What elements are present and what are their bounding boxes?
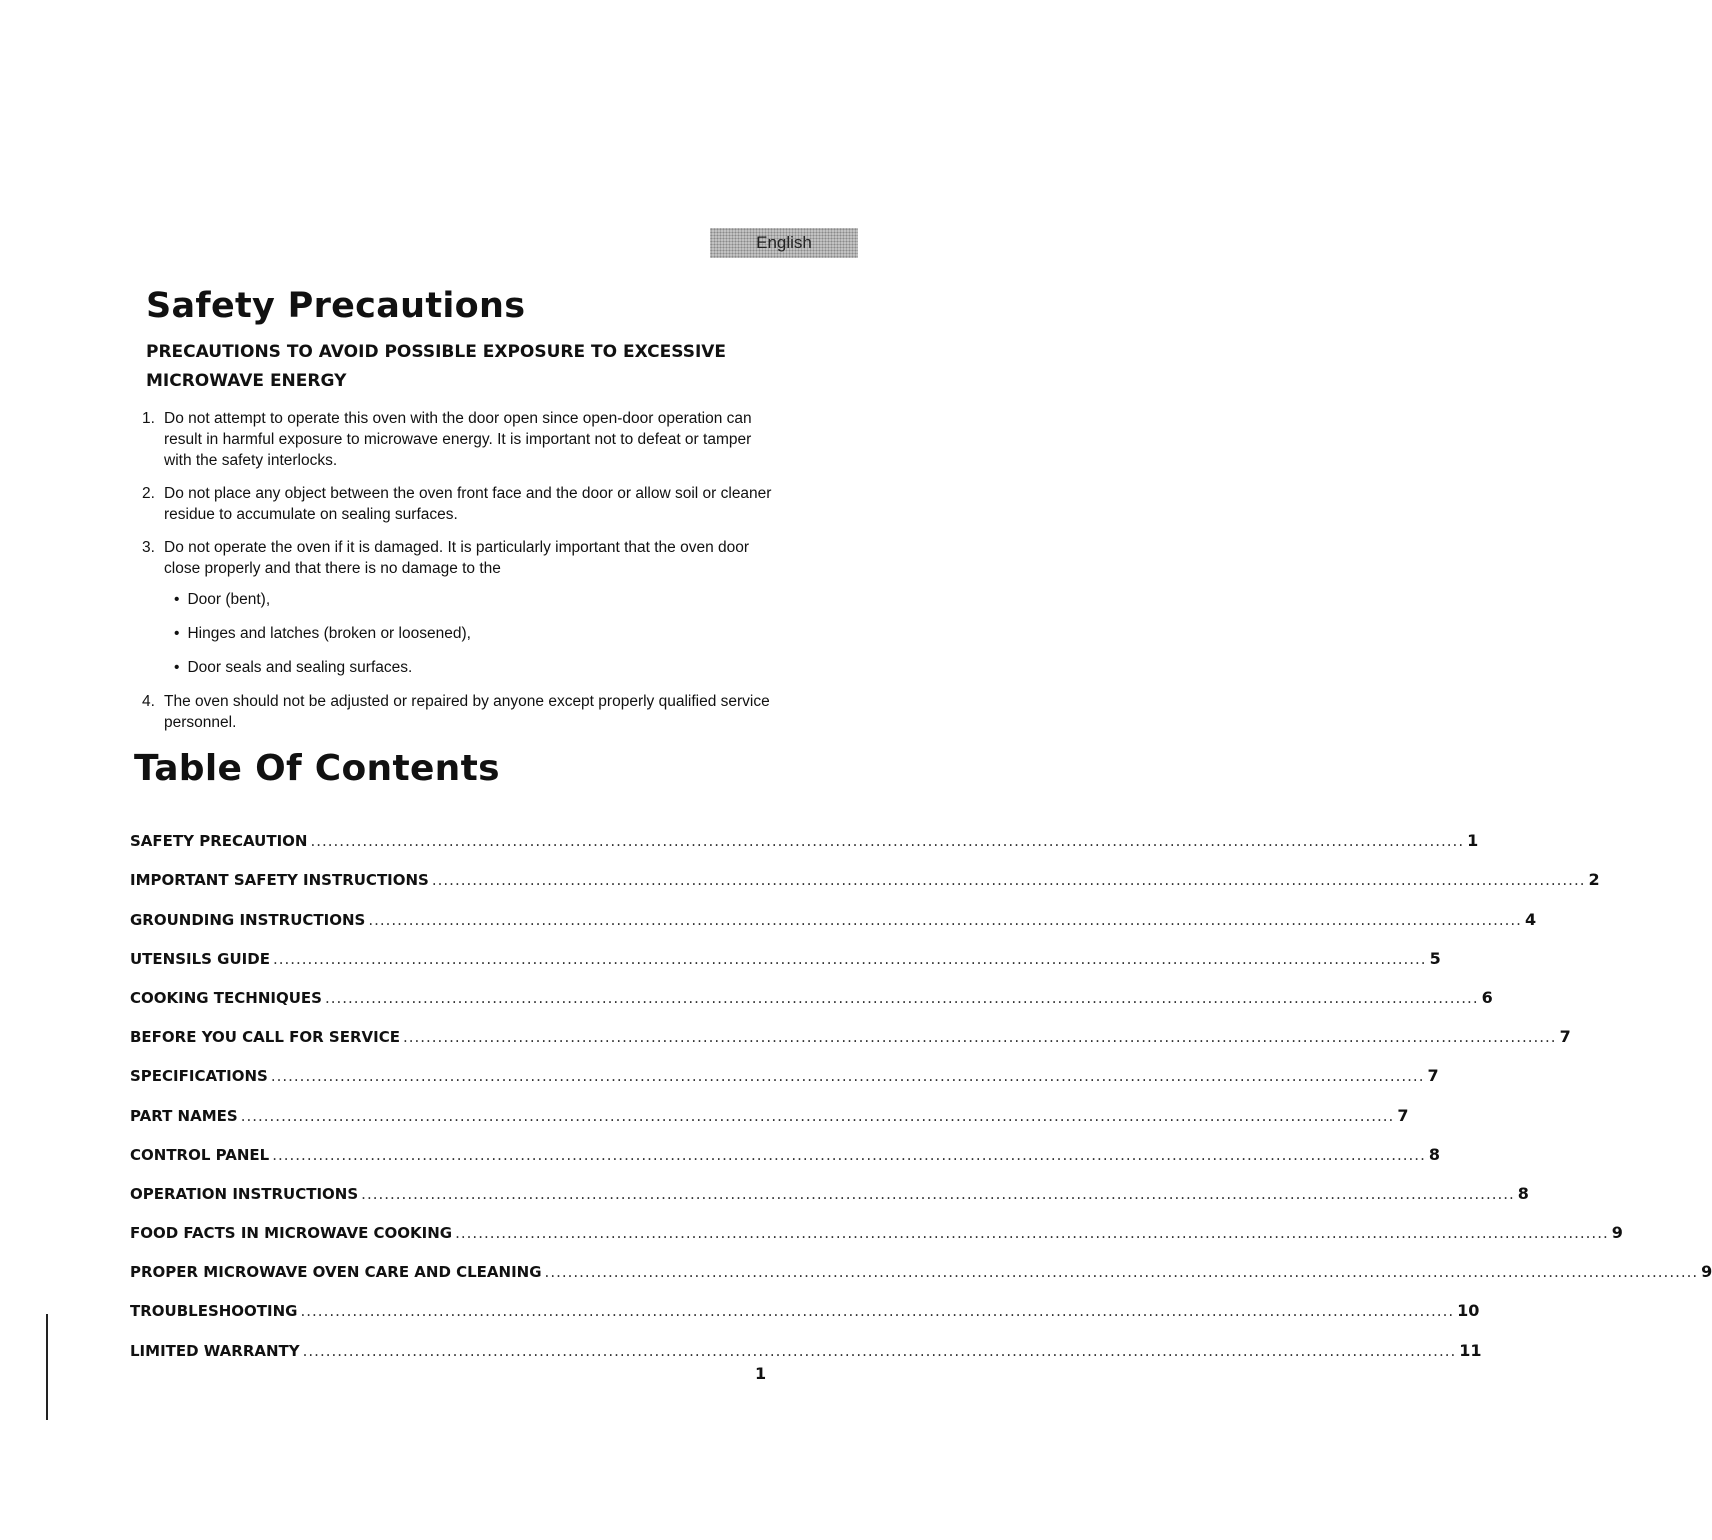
- toc-leader-dots: ........................................................................................................................................................................................................: [402, 1028, 1557, 1047]
- toc-entry-page: 7: [1559, 1027, 1571, 1047]
- toc-entry-label: CONTROL PANEL: [130, 1145, 270, 1164]
- safety-title: Safety Precautions: [146, 286, 526, 326]
- toc-entry: [130, 1320, 1482, 1360]
- item-number: 1.: [142, 410, 155, 427]
- list-item: [130, 691, 774, 733]
- toc-entry-label: BEFORE YOU CALL FOR SERVICE: [130, 1028, 400, 1047]
- toc-entry-page: 4: [1524, 909, 1537, 929]
- toc-entry-page: 10: [1457, 1301, 1480, 1321]
- toc-entry-label: SAFETY PRECAUTION: [130, 832, 308, 851]
- toc-leader-dots: ........................................................................................................................................................................................................: [361, 1184, 1515, 1203]
- toc-entry-label: SPECIFICATIONS: [130, 1067, 268, 1086]
- toc-entry-page: 1: [1467, 831, 1479, 851]
- binding-line: [46, 1314, 48, 1420]
- toc-entry: [130, 1007, 1571, 1047]
- toc-entry-page: 7: [1427, 1066, 1439, 1086]
- toc-entry-label: IMPORTANT SAFETY INSTRUCTIONS: [130, 871, 429, 890]
- toc-entry-page: 9: [1701, 1262, 1712, 1282]
- toc-entry-label: TROUBLESHOOTING: [130, 1302, 298, 1321]
- toc-leader-dots: ........................................................................................................................................................................................................: [431, 871, 1586, 890]
- language-tab: English: [710, 228, 858, 258]
- toc-entry: [130, 1046, 1439, 1086]
- toc-entry: [130, 1125, 1440, 1164]
- item-text: Do not attempt to operate this oven with the door open since open-door operation can result in harmful exposure to microwave energy. It is important not to defeat or tamper with the safety interlocks.: [164, 410, 752, 469]
- toc-leader-dots: ........................................................................................................................................................................................................: [270, 1067, 1425, 1086]
- toc-leader-dots: ........................................................................................................................................................................................................: [324, 988, 1479, 1007]
- bullet-item: • Hinges and latches (broken or loosened),: [174, 623, 774, 644]
- toc-entry: [130, 850, 1600, 890]
- list-item: [130, 537, 774, 678]
- precaution-list: [130, 408, 780, 733]
- toc-entry-page: 8: [1517, 1183, 1529, 1203]
- toc-entry-label: UTENSILS GUIDE: [130, 949, 270, 968]
- bullet-item: • Door seals and sealing surfaces.: [174, 657, 774, 678]
- toc-leader-dots: ........................................................................................................................................................................................................: [272, 1145, 1426, 1164]
- toc-entry: [130, 929, 1441, 968]
- toc-leader-dots: ........................................................................................................................................................................................................: [455, 1224, 1609, 1243]
- toc-leader-dots: ........................................................................................................................................................................................................: [368, 910, 1522, 929]
- item-text: The oven should not be adjusted or repaired by anyone except properly qualified service personnel.: [164, 693, 770, 731]
- toc-entry-page: 9: [1611, 1223, 1623, 1243]
- toc-entry-label: FOOD FACTS IN MICROWAVE COOKING: [130, 1224, 453, 1243]
- toc-entry: [130, 1281, 1480, 1321]
- toc-title: Table Of Contents: [134, 748, 500, 789]
- toc-leader-dots: ........................................................................................................................................................................................................: [302, 1341, 1457, 1360]
- page-content: [130, 282, 1712, 1360]
- toc-leader-dots: ........................................................................................................................................................................................................: [272, 949, 1427, 968]
- toc-entry-label: GROUNDING INSTRUCTIONS: [130, 910, 366, 929]
- toc-entry-page: 6: [1481, 987, 1493, 1007]
- item-text: Do not operate the oven if it is damaged. It is particularly important that the oven door close properly and that there is no damage to the: [164, 539, 750, 577]
- toc-list: [130, 811, 1712, 1360]
- item-number: 3.: [142, 539, 155, 556]
- toc-entry-label: OPERATION INSTRUCTIONS: [130, 1184, 359, 1203]
- item-text: Do not place any object between the oven front face and the door or allow soil or cleaner residue to accumulate on sealing surfaces.: [164, 485, 772, 523]
- toc-entry-page: 5: [1429, 948, 1441, 968]
- toc-entry-label: LIMITED WARRANTY: [130, 1341, 300, 1360]
- bullet-item: • Door (bent),: [174, 589, 774, 610]
- toc-entry: [130, 889, 1537, 929]
- toc-leader-dots: ........................................................................................................................................................................................................: [300, 1302, 1455, 1321]
- damage-bullets: [174, 589, 774, 678]
- toc-entry: [130, 1242, 1712, 1282]
- toc-entry: [130, 1085, 1409, 1125]
- toc-leader-dots: ........................................................................................................................................................................................................: [310, 832, 1465, 851]
- toc-leader-dots: ........................................................................................................................................................................................................: [544, 1263, 1699, 1282]
- toc-entry-page: 2: [1588, 870, 1600, 890]
- list-item: [130, 483, 774, 525]
- toc-entry-label: PART NAMES: [130, 1106, 238, 1125]
- safety-subtitle: PRECAUTIONS TO AVOID POSSIBLE EXPOSURE TO EXCESSIVE MICROWAVE ENERGY: [146, 342, 727, 391]
- toc-entry-page: 11: [1459, 1340, 1482, 1360]
- toc-entry-page: 7: [1397, 1105, 1409, 1125]
- toc-entry: [130, 811, 1479, 851]
- toc-entry: [130, 1164, 1529, 1203]
- toc-entry-label: COOKING TECHNIQUES: [130, 988, 322, 1007]
- toc-entry: [130, 968, 1493, 1007]
- toc-entry: [130, 1203, 1623, 1243]
- toc-leader-dots: ........................................................................................................................................................................................................: [240, 1106, 1395, 1125]
- toc-entry-label: PROPER MICROWAVE OVEN CARE AND CLEANING: [130, 1263, 542, 1282]
- page-number: 1: [755, 1364, 767, 1383]
- item-number: 2.: [142, 485, 155, 502]
- item-number: 4.: [142, 693, 155, 710]
- toc-entry-page: 8: [1428, 1144, 1440, 1164]
- list-item: [130, 408, 774, 471]
